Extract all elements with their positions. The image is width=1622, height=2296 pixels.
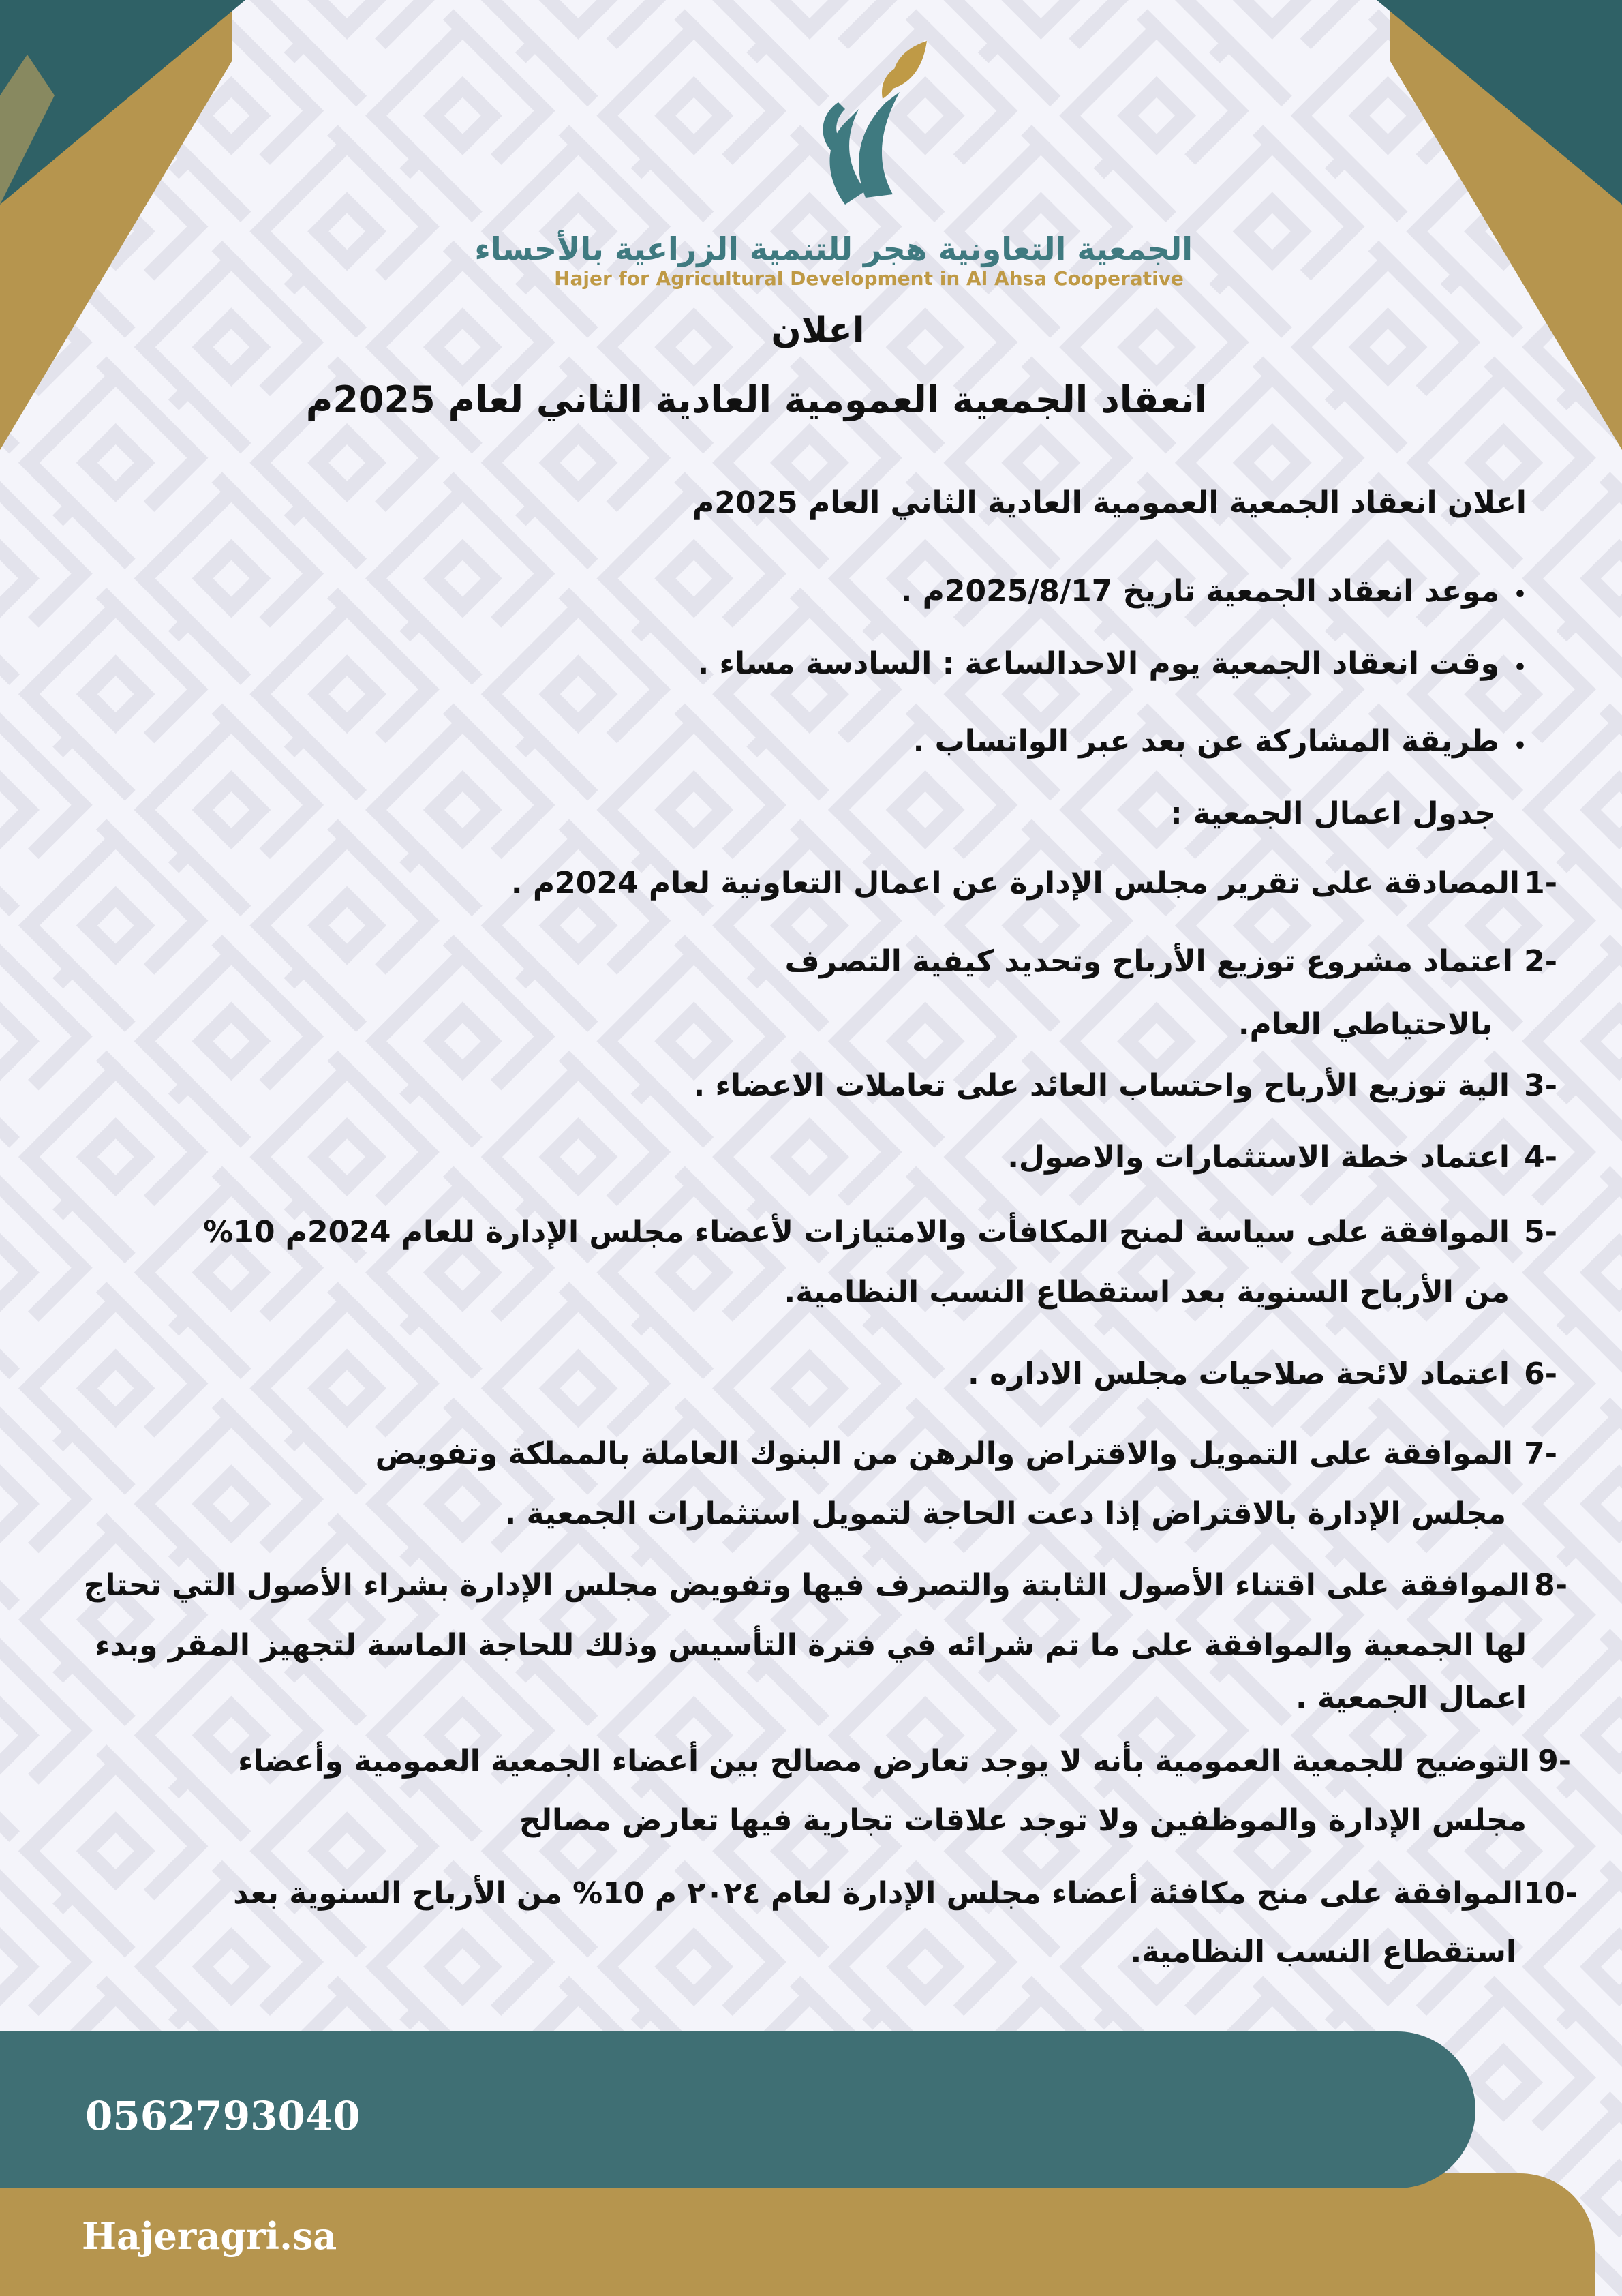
agenda-item-number: -3 [1524, 1068, 1557, 1103]
organization-name-english: Hajer for Agricultural Development in Al Ahsa Cooperative [554, 267, 1184, 290]
agenda-item-number: -6 [1524, 1357, 1557, 1391]
bullet-icon: • [1513, 583, 1527, 607]
detail-method: طريقة المشاركة عن بعد عبر الواتساب . [913, 724, 1499, 759]
detail-date: موعد انعقاد الجمعية تاريخ 2025/8/17م . [900, 574, 1499, 609]
organization-name-arabic: الجمعية التعاونية هجر للتنمية الزراعية بالأحساء [474, 230, 1193, 267]
agenda-item-7-cont: مجلس الإدارة بالاقتراض إذا دعت الحاجة لتمويل استثمارات الجمعية . [504, 1496, 1506, 1531]
agenda-item-number: -7 [1524, 1436, 1557, 1471]
phone-number: 0562793040 [85, 2093, 361, 2139]
agenda-item-number: -10 [1523, 1876, 1578, 1911]
announcement-subtitle: انعقاد الجمعية العمومية العادية الثاني لعام 2025م [305, 378, 1208, 421]
bullet-icon: • [1513, 734, 1527, 758]
intro-text: اعلان انعقاد الجمعية العمومية العادية الثاني العام 2025م [692, 485, 1527, 520]
detail-time: وقت انعقاد الجمعية يوم الاحدالساعة : السادسة مساء . [697, 646, 1499, 681]
agenda-item-number: -2 [1524, 944, 1557, 979]
announcement-title: اعلان [771, 310, 865, 351]
agenda-item-1: المصادقة على تقرير مجلس الإدارة عن اعمال التعاونية لعام 2024م . [510, 866, 1520, 901]
agenda-item-10-cont: استقطاع النسب النظامية. [1130, 1935, 1516, 1969]
agenda-item-number: -9 [1537, 1744, 1571, 1779]
bullet-icon: • [1513, 656, 1527, 680]
agenda-item-6: اعتماد لائحة صلاحيات مجلس الاداره . [968, 1357, 1510, 1391]
agenda-item-number: -5 [1524, 1215, 1557, 1250]
agenda-item-10: الموافقة على منح مكافئة أعضاء مجلس الإدارة لعام ٢٠٢٤ م 10% من الأرباح السنوية بعد [233, 1876, 1523, 1911]
agenda-item-number: -4 [1524, 1140, 1557, 1175]
agenda-item-2: اعتماد مشروع توزيع الأرباح وتحديد كيفية التصرف [784, 944, 1513, 979]
organization-logo [797, 27, 940, 232]
agenda-item-number: -1 [1524, 866, 1557, 901]
agenda-item-9: التوضيح للجمعية العمومية بأنه لا يوجد تعارض مصالح بين أعضاء الجمعية العمومية وأعضاء [238, 1744, 1530, 1779]
agenda-item-3: الية توزيع الأرباح واحتساب العائد على تعاملات الاعضاء . [693, 1068, 1510, 1103]
website-link[interactable]: Hajeragri.sa [82, 2214, 337, 2258]
right-corner-decoration [1377, 0, 1622, 450]
agenda-item-9-cont: مجلس الإدارة والموظفين ولا توجد علاقات تجارية فيها تعارض مصالح [519, 1803, 1527, 1838]
agenda-item-5: الموافقة على سياسة لمنح المكافأت والامتيازات لأعضاء مجلس الإدارة للعام 2024م 10% [203, 1215, 1510, 1250]
agenda-item-number: -8 [1534, 1568, 1567, 1603]
agenda-item-7: الموافقة على التمويل والاقتراض والرهن من البنوك العاملة بالمملكة وتفويض [375, 1436, 1513, 1471]
agenda-heading: جدول اعمال الجمعية : [1170, 796, 1496, 831]
agenda-item-8-cont: اعمال الجمعية . [1296, 1680, 1527, 1715]
agenda-item-8: الموافقة على اقتناء الأصول الثابتة والتصرف فيها وتفويض مجلس الإدارة بشراء الأصول التي تحتاج [83, 1568, 1530, 1603]
agenda-item-5-cont: من الأرباح السنوية بعد استقطاع النسب النظامية. [784, 1275, 1510, 1310]
agenda-item-4: اعتماد خطة الاستثمارات والاصول. [1007, 1140, 1510, 1175]
agenda-item-8-cont: لها الجمعية والموافقة على ما تم شرائه في فترة التأسيس وذلك للحاجة الماسة لتجهيز المقر وبدء [95, 1628, 1527, 1663]
agenda-item-2-cont: بالاحتياطي العام. [1238, 1007, 1493, 1042]
